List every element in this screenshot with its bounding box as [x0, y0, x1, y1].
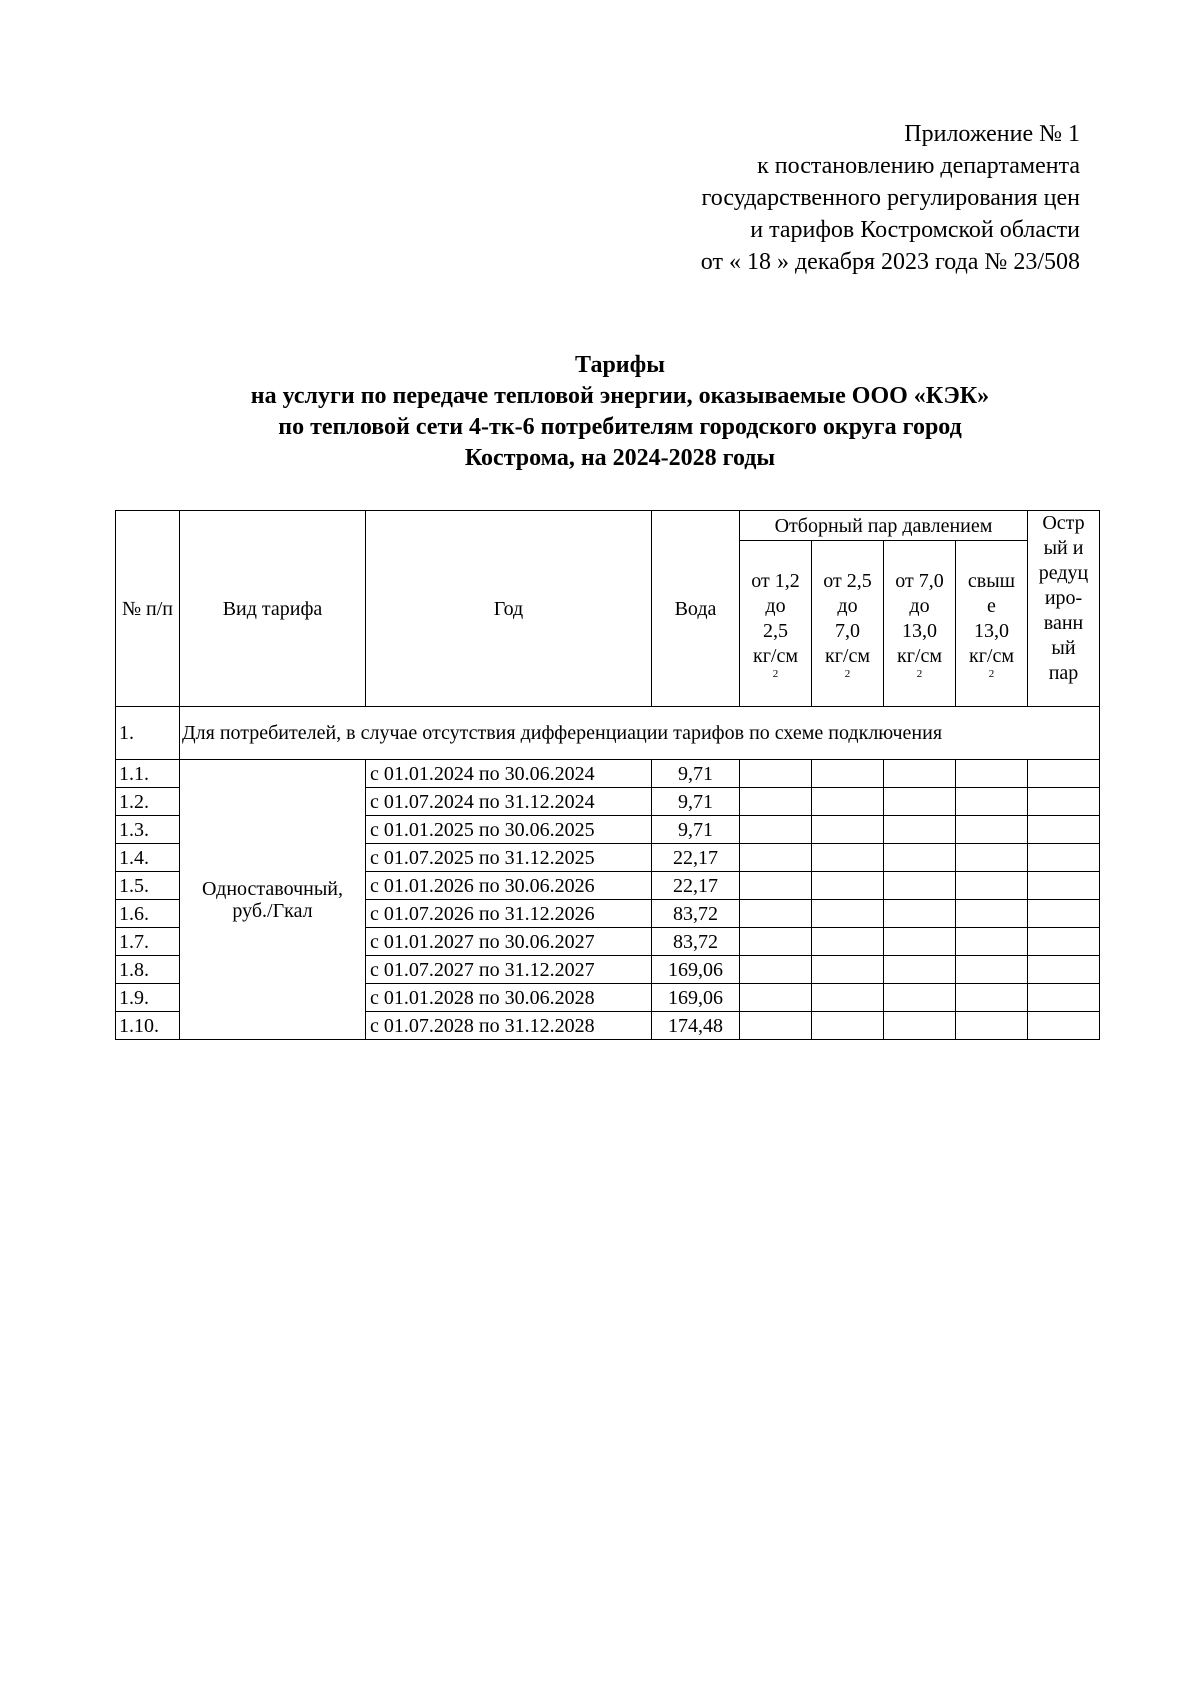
header-year: Год: [366, 511, 652, 707]
title-line: Тарифы: [575, 352, 665, 378]
empty-cell: [812, 816, 884, 844]
data-rows: [116, 760, 1100, 1040]
row-num: 1.7.: [116, 928, 180, 956]
empty-cell: [740, 788, 812, 816]
title-line: по тепловой сети 4-тк-6 потребителям городского округа город: [278, 414, 962, 440]
empty-cell: [956, 760, 1028, 788]
empty-cell: [1028, 1012, 1100, 1040]
table-row: [116, 760, 1100, 788]
pressure-unit-exponent: 2: [844, 667, 851, 680]
header-num: № п/п: [116, 511, 180, 707]
empty-cell: [1028, 844, 1100, 872]
row-period: с 01.01.2025 по 30.06.2025: [366, 816, 652, 844]
sharp-steam-part: ванн: [1043, 612, 1084, 634]
pressure-text: 2,5: [763, 619, 788, 642]
pressure-text: свыш: [967, 569, 1016, 592]
row-water-tariff: 169,06: [652, 984, 740, 1012]
pressure-unit: кг/см: [752, 644, 798, 667]
empty-cell: [812, 844, 884, 872]
pressure-unit-exponent: 2: [916, 667, 923, 680]
row-period: с 01.01.2024 по 30.06.2024: [366, 760, 652, 788]
empty-cell: [884, 984, 956, 1012]
empty-cell: [1028, 760, 1100, 788]
appendix-line: государственного регулирования цен: [701, 185, 1080, 211]
empty-cell: [884, 816, 956, 844]
row-water-tariff: 83,72: [652, 928, 740, 956]
pressure-text: до: [765, 594, 786, 617]
sharp-steam-part: Остр: [1042, 512, 1085, 534]
row-water-tariff: 22,17: [652, 844, 740, 872]
header-pressure-3: [884, 541, 956, 707]
row-water-tariff: 169,06: [652, 956, 740, 984]
row-water-tariff: 9,71: [652, 788, 740, 816]
pressure-unit-exponent: 2: [772, 667, 779, 680]
appendix-line: к постановлению департамента: [757, 153, 1080, 179]
empty-cell: [884, 1012, 956, 1040]
empty-cell: [740, 984, 812, 1012]
empty-cell: [884, 788, 956, 816]
pressure-unit: кг/см: [968, 644, 1014, 667]
header-selected-steam: Отборный пар давлением: [740, 511, 1028, 541]
header-row-top: [116, 511, 1100, 541]
pressure-unit-exponent: 2: [988, 667, 995, 680]
header-pressure-1: [740, 541, 812, 707]
row-period: с 01.07.2026 по 31.12.2026: [366, 900, 652, 928]
empty-cell: [956, 900, 1028, 928]
tariff-table: [115, 510, 1100, 1040]
empty-cell: [884, 928, 956, 956]
header-sharp-steam: [1028, 511, 1100, 707]
empty-cell: [812, 788, 884, 816]
row-water-tariff: 83,72: [652, 900, 740, 928]
header-tariff-type: Вид тарифа: [180, 511, 366, 707]
tariff-type-unit: руб./Гкал: [232, 899, 313, 922]
pressure-text: до: [909, 594, 930, 617]
pressure-text: 13,0: [974, 619, 1009, 642]
empty-cell: [884, 872, 956, 900]
empty-cell: [740, 844, 812, 872]
pressure-text: е: [987, 594, 996, 617]
row-water-tariff: 22,17: [652, 872, 740, 900]
empty-cell: [956, 816, 1028, 844]
empty-cell: [884, 900, 956, 928]
appendix-block: [701, 118, 1080, 278]
empty-cell: [884, 760, 956, 788]
empty-cell: [1028, 984, 1100, 1012]
row-period: с 01.01.2027 по 30.06.2027: [366, 928, 652, 956]
empty-cell: [956, 788, 1028, 816]
empty-cell: [740, 872, 812, 900]
sharp-steam-part: иро-: [1044, 587, 1083, 609]
appendix-line: Приложение № 1: [904, 121, 1080, 147]
row-period: с 01.01.2026 по 30.06.2026: [366, 872, 652, 900]
sharp-steam-part: редуц: [1038, 562, 1089, 584]
empty-cell: [956, 844, 1028, 872]
empty-cell: [956, 956, 1028, 984]
pressure-unit: кг/см: [896, 644, 942, 667]
sharp-steam-part: пар: [1048, 662, 1079, 684]
row-num: 1.5.: [116, 872, 180, 900]
empty-cell: [884, 844, 956, 872]
empty-cell: [740, 928, 812, 956]
row-num: 1.2.: [116, 788, 180, 816]
pressure-text: от 2,5: [823, 569, 872, 592]
row-water-tariff: 9,71: [652, 760, 740, 788]
title-line: Кострома, на 2024-2028 годы: [464, 445, 776, 471]
appendix-line: и тарифов Костромской области: [750, 217, 1080, 243]
tariff-type-line: Одноставочный,: [202, 877, 343, 900]
empty-cell: [740, 956, 812, 984]
row-water-tariff: 174,48: [652, 1012, 740, 1040]
row-num: 1.8.: [116, 956, 180, 984]
empty-cell: [1028, 928, 1100, 956]
sharp-steam-part: ый и: [1043, 537, 1084, 559]
pressure-text: от 1,2: [751, 569, 800, 592]
empty-cell: [740, 900, 812, 928]
sharp-steam-part: ый: [1051, 637, 1076, 659]
empty-cell: [1028, 816, 1100, 844]
pressure-unit: кг/см: [824, 644, 870, 667]
empty-cell: [956, 1012, 1028, 1040]
empty-cell: [956, 872, 1028, 900]
empty-cell: [740, 816, 812, 844]
row-num: 1.4.: [116, 844, 180, 872]
appendix-line: от « 18 » декабря 2023 года № 23/508: [700, 249, 1080, 275]
empty-cell: [812, 760, 884, 788]
group-row: [116, 707, 1100, 760]
empty-cell: [956, 928, 1028, 956]
empty-cell: [812, 1012, 884, 1040]
row-period: с 01.07.2024 по 31.12.2024: [366, 788, 652, 816]
empty-cell: [812, 872, 884, 900]
group-label: Для потребителей, в случае отсутствия дифференциации тарифов по схеме подключения: [180, 707, 1100, 760]
row-num: 1.9.: [116, 984, 180, 1012]
header-pressure-4: [956, 541, 1028, 707]
empty-cell: [1028, 956, 1100, 984]
title-line: на услуги по передаче тепловой энергии, оказываемые ООО «КЭК»: [250, 383, 990, 409]
empty-cell: [1028, 900, 1100, 928]
empty-cell: [1028, 788, 1100, 816]
row-num: 1.1.: [116, 760, 180, 788]
pressure-text: 7,0: [835, 619, 860, 642]
empty-cell: [812, 984, 884, 1012]
row-period: с 01.07.2025 по 31.12.2025: [366, 844, 652, 872]
tariff-type-cell: [180, 760, 366, 1040]
row-num: 1.6.: [116, 900, 180, 928]
header-pressure-2: [812, 541, 884, 707]
row-period: с 01.07.2027 по 31.12.2027: [366, 956, 652, 984]
empty-cell: [812, 928, 884, 956]
empty-cell: [812, 956, 884, 984]
document-title: [0, 350, 1200, 474]
empty-cell: [740, 760, 812, 788]
header-water: Вода: [652, 511, 740, 707]
row-period: с 01.07.2028 по 31.12.2028: [366, 1012, 652, 1040]
empty-cell: [884, 956, 956, 984]
empty-cell: [812, 900, 884, 928]
pressure-text: 13,0: [902, 619, 937, 642]
empty-cell: [740, 1012, 812, 1040]
empty-cell: [956, 984, 1028, 1012]
row-period: с 01.01.2028 по 30.06.2028: [366, 984, 652, 1012]
group-num: 1.: [116, 707, 180, 760]
pressure-text: до: [837, 594, 858, 617]
row-num: 1.3.: [116, 816, 180, 844]
pressure-text: от 7,0: [895, 569, 944, 592]
row-water-tariff: 9,71: [652, 816, 740, 844]
row-num: 1.10.: [116, 1012, 180, 1040]
empty-cell: [1028, 872, 1100, 900]
